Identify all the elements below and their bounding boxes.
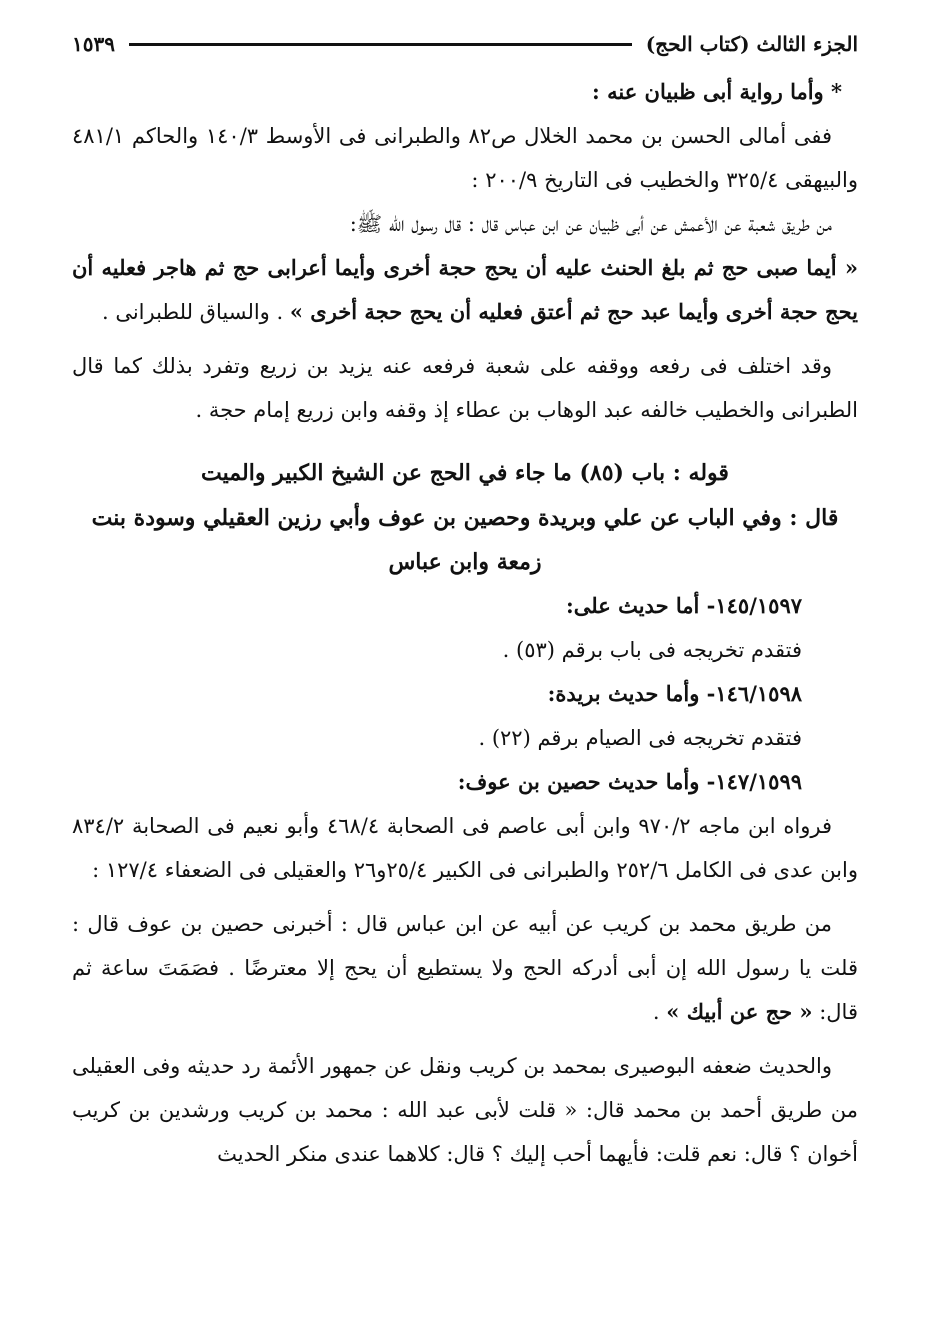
critique-text: والحديث ضعفه البوصيرى بمحمد بن كريب ونقل عن جمهور الأئمة رد حديثه وفى العقيلى من طريق أحمد بن محمد قال:	[72, 1054, 858, 1122]
hadith-1599-heading: ١٤٧/١٥٩٩- وأما حديث حصين بن عوف:	[457, 769, 802, 794]
page-number: ١٥٣٩	[72, 32, 115, 56]
hadith-1597-body: فتقدم تخريجه فى باب برقم (٥٣) .	[502, 638, 802, 662]
header-rule	[129, 43, 632, 46]
chapter-title: قوله : باب (٨٥) ما جاء في الحج عن الشيخ الكبير والميت	[201, 460, 729, 486]
section-heading-abu-zabyan: * وأما رواية أبى ظبيان عنه :	[592, 79, 842, 104]
paragraph-isnad: من طريق شعبة عن الأعمش عن أبى ظبيان عن ابن عباس قال : قال رسول الله ﷺ:	[349, 212, 832, 236]
hadith-1599-end: .	[652, 1000, 667, 1024]
hadith-1599-quote: « حج عن أبيك »	[666, 999, 813, 1024]
critique-quote: « قلت لأبى عبد الله : محمد بن كريب ورشدين بن كريب أخوان ؟ قال: نعم قلت: فأيهما أحب إليك ؟ قال: كلاهما عندى منكر الحديث	[72, 1098, 858, 1166]
running-title: الجزء الثالث (كتاب الحج)	[645, 32, 858, 56]
hadith-1599-isnad-text: من طريق محمد بن كريب عن أبيه عن ابن عباس قال : أخبرنى حصين بن عوف قال : قلت يا رسول الله إن أبى أدركه الحج ولا يستطيع أن يحج إلا معترضًا . فصَمَتَ ساعة ثم قال:	[72, 912, 858, 1024]
page-header	[72, 24, 858, 64]
paragraph-sources: ففى أمالى الحسن بن محمد الخلال ص٨٢ والطبرانى فى الأوسط ١٤٠/٣ والحاكم ٤٨١/١ والبيهقى ٣٢٥/٤ والخطيب فى التاريخ ٢٠٠/٩ :	[72, 124, 858, 192]
hadith-1599-isnad	[72, 902, 858, 1034]
paragraph-hadith-text	[72, 246, 858, 334]
paragraph-ikhtilaf: وقد اختلف فى رفعه ووقفه على شعبة فرفعه عنه يزيد بن زريع وتفرد بذلك كما قال الطبرانى والخطيب خالفه عبد الوهاب بن عطاء إذ وقفه وابن زريع إمام حجة .	[72, 354, 858, 422]
chapter-quote: قال : وفي الباب عن علي وبريدة وحصين بن عوف وأبي رزين العقيلي وسودة بنت زمعة وابن عباس	[91, 505, 839, 575]
hadith-1599-sources: فرواه ابن ماجه ٩٧٠/٢ وابن أبى عاصم فى الصحابة ٤٦٨/٤ وأبو نعيم فى الصحابة ٨٣٤/٢ وابن عدى فى الكامل ٢٥٢/٦ والطبرانى فى الكبير ٢٥/٤و٢٦ والعقيلى فى الضعفاء ١٢٧/٤ :	[72, 814, 858, 882]
hadith-1599-critique	[72, 1044, 858, 1176]
hadith-note: . والسياق للطبرانى .	[101, 300, 290, 324]
hadith-1598-body: فتقدم تخريجه فى الصيام برقم (٢٢) .	[478, 726, 802, 750]
hadith-1597-heading: ١٤٥/١٥٩٧- أما حديث على:	[566, 593, 802, 618]
hadith-1598-heading: ١٤٦/١٥٩٨- وأما حديث بريدة:	[547, 681, 802, 706]
book-page	[72, 24, 858, 1304]
hadith-quote: « أيما صبى حج ثم بلغ الحنث عليه أن يحج حجة أخرى وأيما أعرابى حج ثم هاجر فعليه أن يحج حجة أخرى وأيما عبد حج ثم أعتق فعليه أن يحج حجة أخرى »	[72, 255, 858, 324]
